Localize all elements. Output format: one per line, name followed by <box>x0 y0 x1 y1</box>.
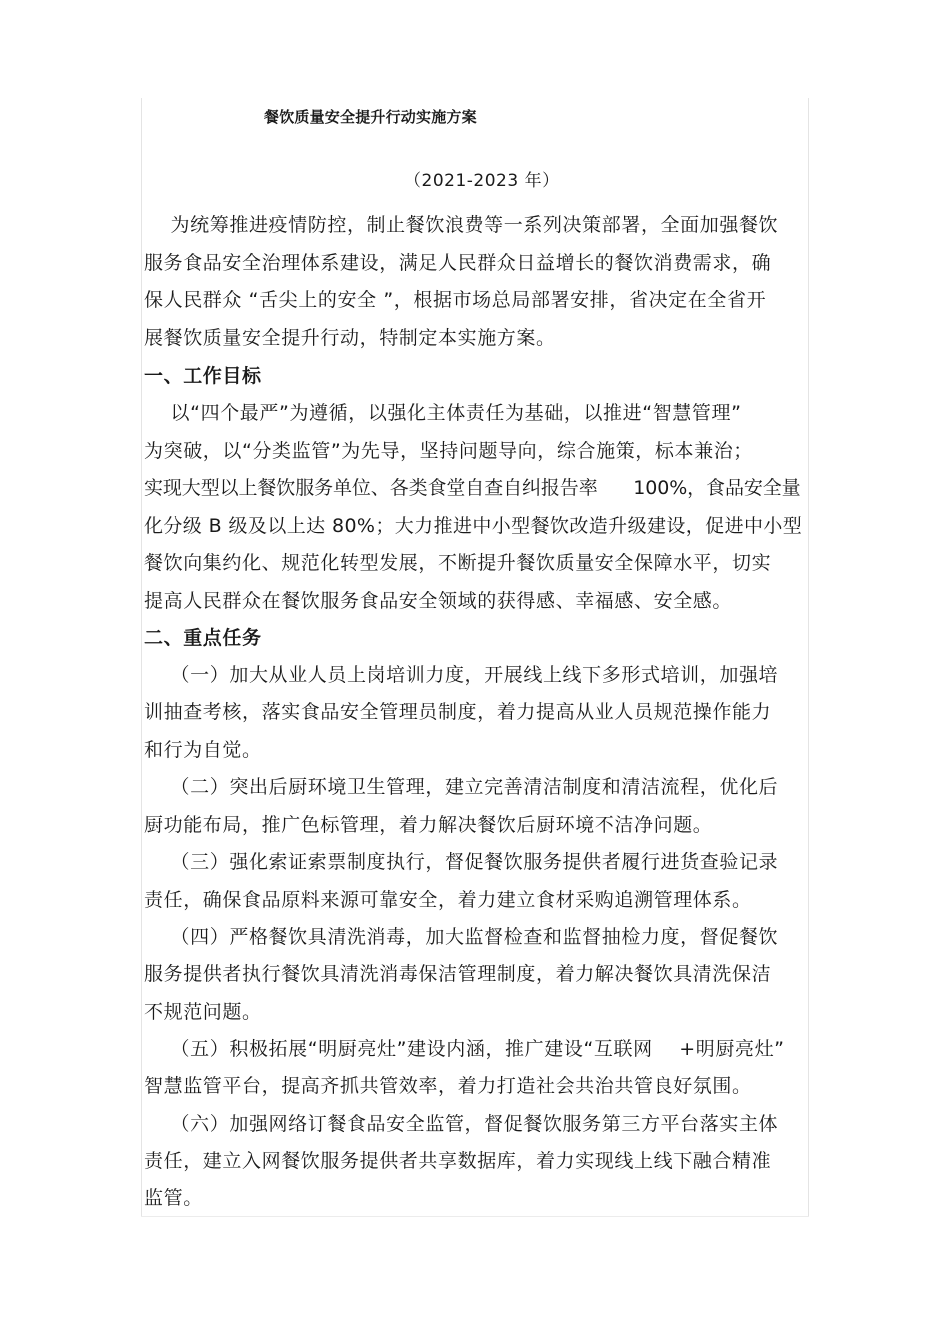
body-line: （二）突出后厨环境卫生管理，建立完善清洁制度和清洁流程，优化后 <box>144 776 779 798</box>
page-border-left <box>141 98 142 1216</box>
body-line: （五）积极拓展“明厨亮灶”建设内涵，推广建设“互联网 +明厨亮灶” <box>144 1038 785 1060</box>
body-line: 智慧监管平台，提高齐抓共管效率，着力打造社会共治共管良好氛围。 <box>144 1075 752 1097</box>
body-line: 不规范问题。 <box>144 1001 262 1023</box>
body-line: 餐饮向集约化、规范化转型发展，不断提升餐饮质量安全保障水平，切实 <box>144 552 772 574</box>
body-line: 责任，确保食品原料来源可靠安全，着力建立食材采购追溯管理体系。 <box>144 889 752 911</box>
body-line: 责任，建立入网餐饮服务提供者共享数据库，着力实现线上线下融合精准 <box>144 1150 772 1172</box>
body-line: （六）加强网络订餐食品安全监管，督促餐饮服务第三方平台落实主体 <box>144 1113 779 1135</box>
body-line: 为突破，以“分类监管”为先导，坚持问题导向，综合施策，标本兼治； <box>144 440 753 462</box>
body-line: 提高人民群众在餐饮服务食品安全领域的获得感、幸福感、安全感。 <box>144 590 733 612</box>
body-line: 监管。 <box>144 1187 203 1209</box>
body-line: （一）加大从业人员上岗培训力度，开展线上线下多形式培训，加强培 <box>144 664 779 686</box>
document-subtitle: （2021-2023 年） <box>404 171 560 191</box>
body-line: 保人民群众 “舌尖上的安全 ”，根据市场总局部署安排，省决定在全省开 <box>144 289 767 311</box>
body-line: 厨功能布局，推广色标管理，着力解决餐饮后厨环境不洁净问题。 <box>144 814 713 836</box>
body-line: 服务食品安全治理体系建设，满足人民群众日益增长的餐饮消费需求，确 <box>144 252 772 274</box>
section-heading: 二、重点任务 <box>144 627 262 649</box>
body-line: 训抽查考核，落实食品安全管理员制度，着力提高从业人员规范操作能力 <box>144 701 772 723</box>
body-line: （三）强化索证索票制度执行，督促餐饮服务提供者履行进货查验记录 <box>144 851 779 873</box>
document-title: 餐饮质量安全提升行动实施方案 <box>264 108 477 126</box>
body-line: 服务提供者执行餐饮具清洗消毒保洁管理制度，着力解决餐饮具清洗保洁 <box>144 963 772 985</box>
section-heading: 一、工作目标 <box>144 365 262 387</box>
body-line: 实现大型以上餐饮服务单位、各类食堂自查自纠报告率 100%，食品安全量 <box>144 477 801 499</box>
body-line: 和行为自觉。 <box>144 739 262 761</box>
page-border-right <box>808 98 809 1216</box>
body-line: （四）严格餐饮具清洗消毒，加大监督检查和监督抽检力度，督促餐饮 <box>144 926 779 948</box>
body-line: 化分级 B 级及以上达 80%；大力推进中小型餐饮改造升级建设，促进中小型 <box>144 515 803 537</box>
body-line: 为统筹推进疫情防控，制止餐饮浪费等一系列决策部署，全面加强餐饮 <box>144 214 779 236</box>
body-line: 以“四个最严”为遵循，以强化主体责任为基础，以推进“智慧管理” <box>144 402 742 424</box>
body-line: 展餐饮质量安全提升行动，特制定本实施方案。 <box>144 327 556 349</box>
page-border-bottom <box>141 1216 809 1217</box>
